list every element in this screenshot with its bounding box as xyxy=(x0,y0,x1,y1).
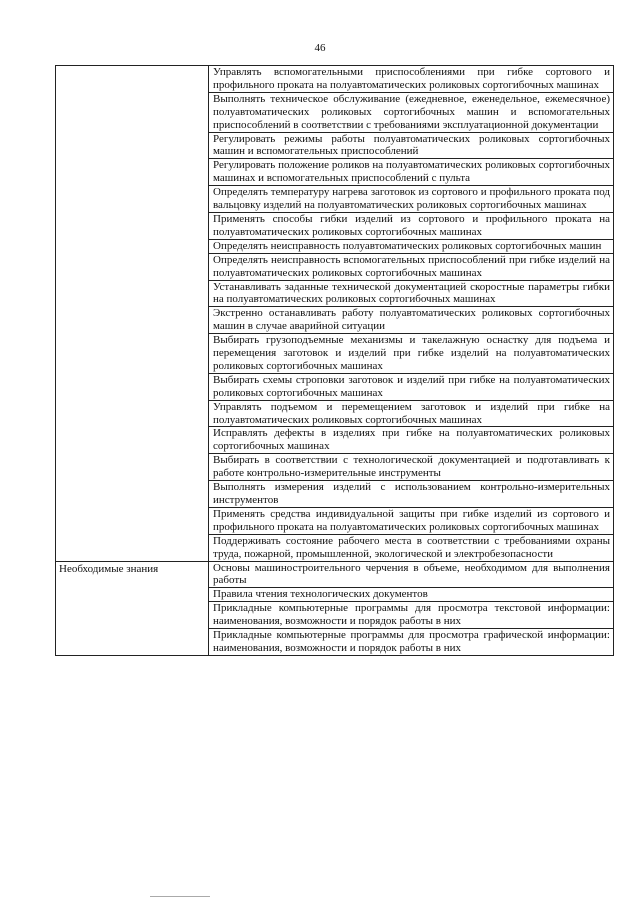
row-label: Необходимые знания xyxy=(56,561,209,655)
table-body xyxy=(56,66,614,656)
list-item: Поддерживать состояние рабочего места в соответствии с требованиями охраны труда, пожарной, промышленной, экологической и электробезопасности xyxy=(213,534,610,560)
list-item: Применять способы гибки изделий из сортового и профильного проката на полуавтоматических роликовых сортогибочных машинах xyxy=(209,213,613,240)
list-item: Выбирать схемы строповки заготовок и изделий при гибке на полуавтоматических роликовых сортогибочных машинах xyxy=(209,374,613,401)
list-item: Определять неисправность полуавтоматических роликовых сортогибочных машин xyxy=(209,240,613,254)
list-item: Устанавливать заданные технической документацией скоростные параметры гибки на полуавтоматических роликовых сортогибочных машинах xyxy=(209,281,613,308)
list-item: Определять неисправность вспомогательных приспособлений при гибке изделий на полуавтоматических роликовых сортогибочных машинах xyxy=(209,254,613,281)
list-item: Выполнять измерения изделий с использованием контрольно-измерительных инструментов xyxy=(209,481,613,508)
list-item: Регулировать положение роликов на полуавтоматических роликовых сортогибочных машинах и вспомогательных приспособлений с пульта xyxy=(209,159,613,186)
list-item: Определять температуру нагрева заготовок из сортового и профильного проката под вальцовку изделий на полуавтоматических роликовых сортогибочных машинах xyxy=(209,186,613,213)
row-label xyxy=(56,66,209,562)
list-item: Исправлять дефекты в изделиях при гибке на полуавтоматических роликовых сортогибочных машинах xyxy=(209,427,613,454)
list-item: Прикладные компьютерные программы для просмотра графической информации: наименования, возможности и порядок работы в них xyxy=(213,629,610,654)
list-item: Выполнять техническое обслуживание (ежедневное, еженедельное, ежемесячное) полуавтоматических роликовых сортогибочных машин и вспомогательных приспособлений в соответствии с требованиями эксплуатационной документации xyxy=(209,93,613,133)
footer-divider xyxy=(150,896,210,897)
list-item: Управлять подъемом и перемещением заготовок и изделий при гибке на полуавтоматических роликовых сортогибочных машинах xyxy=(209,401,613,428)
table-row xyxy=(56,561,614,655)
list-item: Экстренно останавливать работу полуавтоматических роликовых сортогибочных машин в случае аварийной ситуации xyxy=(209,307,613,334)
page-number: 46 xyxy=(314,42,326,54)
list-item: Выбирать в соответствии с технологической документацией и подготавливать к работе контрольно-измерительные инструменты xyxy=(209,454,613,481)
list-item: Правила чтения технологических документов xyxy=(209,588,613,602)
list-item: Основы машиностроительного черчения в объеме, необходимом для выполнения работы xyxy=(209,562,613,589)
list-item: Управлять вспомогательными приспособлениями при гибке сортового и профильного проката на полуавтоматических роликовых сортогибочных машинах xyxy=(209,66,613,93)
list-item: Регулировать режимы работы полуавтоматических роликовых сортогибочных машин и вспомогательных приспособлений xyxy=(209,133,613,160)
competency-table xyxy=(55,65,614,656)
list-item: Прикладные компьютерные программы для просмотра текстовой информации: наименования, возможности и порядок работы в них xyxy=(209,602,613,629)
row-items xyxy=(209,561,614,655)
table-row xyxy=(56,66,614,562)
row-items xyxy=(209,66,614,562)
list-item: Применять средства индивидуальной защиты при гибке изделий из сортового и профильного проката на полуавтоматических роликовых сортогибочных машинах xyxy=(209,508,613,535)
list-item: Выбирать грузоподъемные механизмы и такелажную оснастку для подъема и перемещения заготовок и изделий при гибке изделий на полуавтоматических роликовых сортогибочных машинах xyxy=(209,334,613,374)
